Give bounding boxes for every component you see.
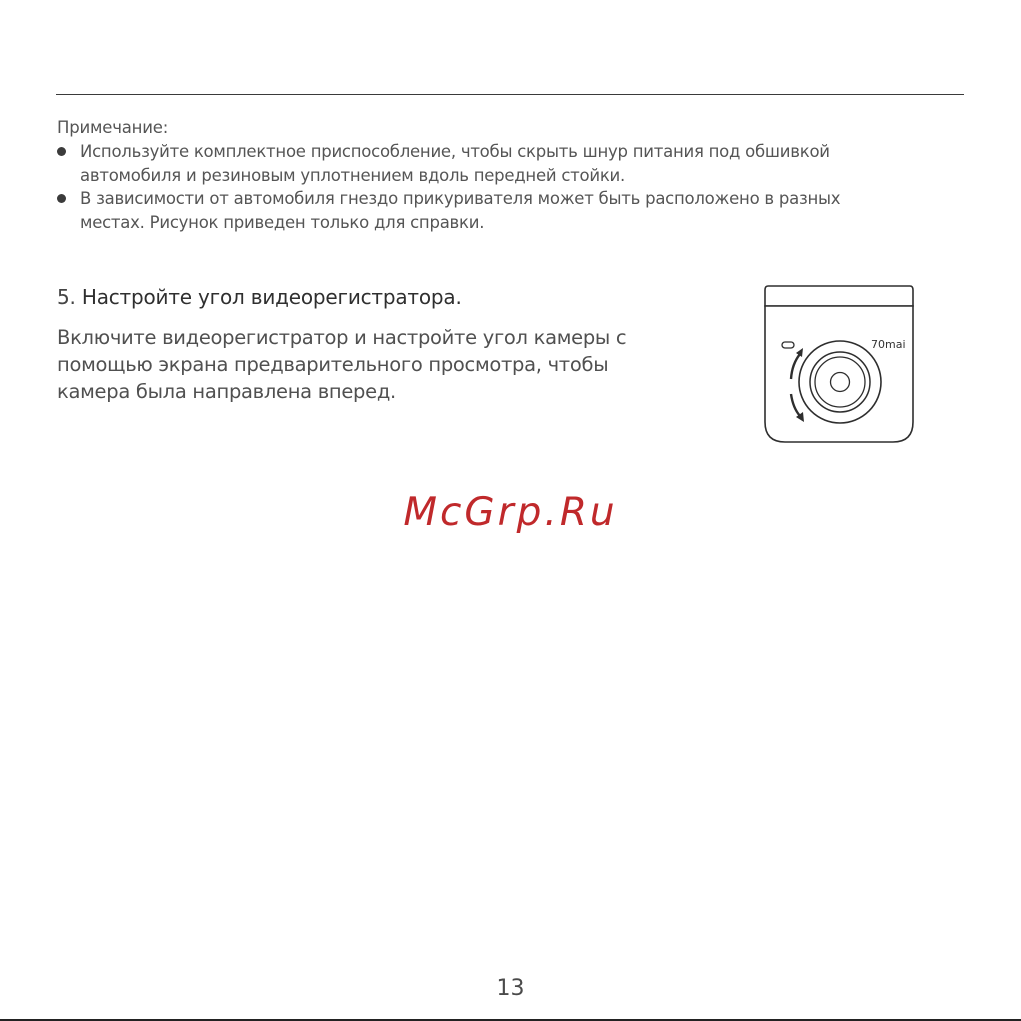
- step-description-line-3: камера была направлена вперед.: [57, 380, 396, 403]
- dashcam-mount: [765, 286, 913, 306]
- note-bullet-2-line-1: В зависимости от автомобиля гнездо прикуривателя может быть расположено в разных: [80, 189, 841, 208]
- page-number: 13: [496, 976, 525, 1001]
- dashcam-body: [765, 306, 913, 442]
- step-title: Настройте угол видеорегистратора.: [81, 285, 462, 309]
- step-description-line-2: помощью экрана предварительного просмотра, чтобы: [57, 353, 609, 376]
- top-divider: [56, 94, 964, 95]
- note-bullet-1-line-2: автомобиля и резиновым уплотнением вдоль передней стойки.: [80, 165, 626, 185]
- watermark: McGrp.Ru: [403, 490, 618, 535]
- step-description-line-1: Включите видеорегистратор и настройте угол камеры с: [57, 326, 627, 349]
- note-bullet-1: [57, 140, 957, 187]
- step-description: [57, 324, 677, 405]
- note-bullet-list: [57, 140, 957, 234]
- note-bullet-2-line-2: местах. Рисунок приведен только для справки.: [80, 212, 485, 232]
- brand-logo: 70mai: [871, 338, 906, 351]
- step-number: 5.: [57, 285, 76, 309]
- dashcam-illustration: [760, 282, 920, 448]
- note-bullet-2: [57, 187, 957, 234]
- bullet-icon: [57, 194, 66, 203]
- bullet-icon: [57, 147, 66, 156]
- note-heading: Примечание:: [57, 118, 169, 137]
- step-heading: [57, 285, 462, 309]
- note-bullet-1-line-1: Используйте комплектное приспособление, чтобы скрыть шнур питания под обшивкой: [80, 142, 830, 161]
